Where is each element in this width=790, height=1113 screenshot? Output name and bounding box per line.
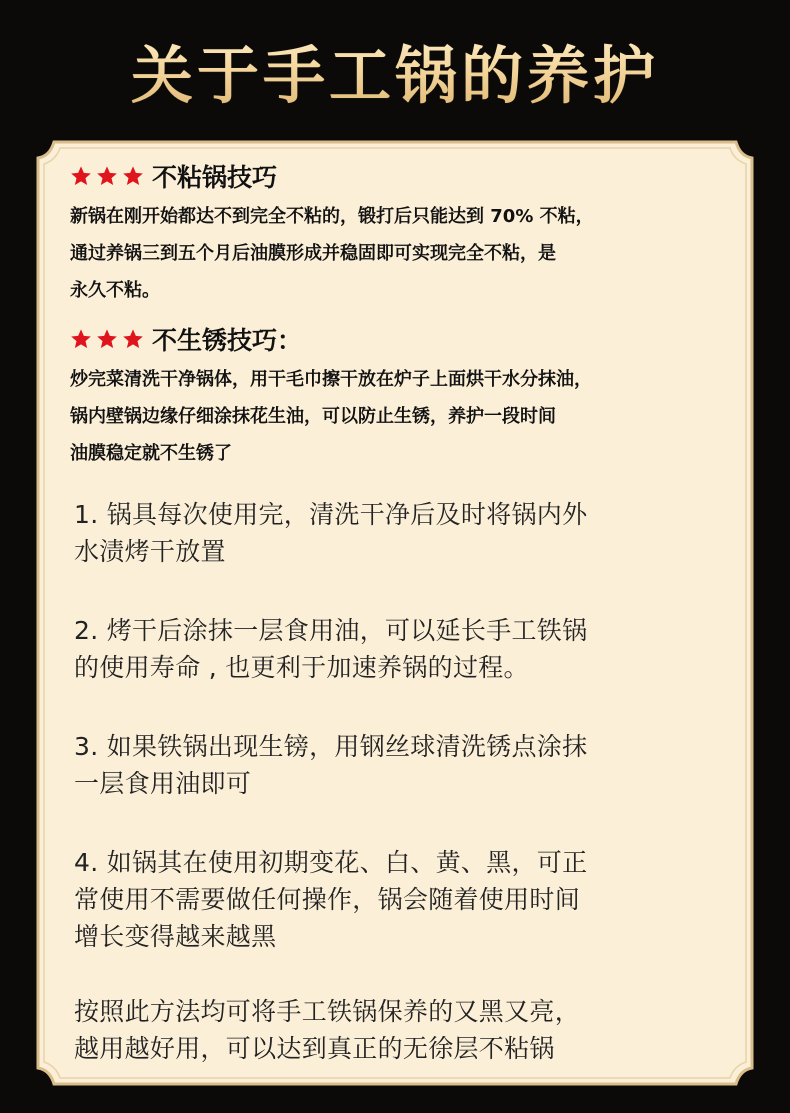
section-heading: 不生锈技巧：	[152, 326, 303, 355]
page-title: 关于手工锅的养护	[131, 26, 659, 115]
tip-item-2: 2. 烤干后涂抹一层食用油，可以延长手工铁锅 的使用寿命 , 也更利于加速养锅的过程。	[74, 616, 588, 682]
content-panel	[32, 136, 758, 1090]
title-banner	[0, 0, 790, 140]
star-icon	[96, 165, 118, 187]
section-heading-row	[70, 154, 750, 198]
star-icon	[122, 328, 144, 350]
rating-stars	[70, 328, 144, 350]
star-icon	[70, 328, 92, 350]
tip-item-3: 3. 如果铁锅出现生镑，用钢丝球清洗锈点涂抹 一层食用油即可	[74, 732, 588, 798]
section-heading: 不粘锅技巧	[152, 163, 278, 192]
section-nonstick	[70, 154, 750, 309]
summary-text: 按照此方法均可将手工铁锅保养的又黑又亮， 越用越好用，可以达到真正的无徐层不粘锅	[74, 997, 581, 1063]
panel-content	[70, 154, 750, 1067]
section-rustproof	[70, 317, 750, 472]
star-icon	[122, 165, 144, 187]
care-tips-list	[74, 496, 750, 955]
star-icon	[96, 328, 118, 350]
section-body: 新锅在刚开始都达不到完全不粘的，锻打后只能达到 70% 不粘， 通过养锅三到五个月后油膜形成并稳固即可实现完全不粘，是 永久不粘。	[70, 206, 594, 301]
section-body: 炒完菜清洗干净锅体，用干毛巾擦干放在炉子上面烘干水分抹油， 锅内壁锅边缘仔细涂抹花生油，可以防止生锈，养护一段时间 油膜稳定就不生锈了	[70, 369, 592, 464]
rating-stars	[70, 165, 144, 187]
tip-item-1: 1. 锅具每次使用完，清洗干净后及时将锅内外 水渍烤干放置	[74, 500, 588, 566]
section-heading-row	[70, 317, 750, 361]
star-icon	[70, 165, 92, 187]
tip-item-4: 4. 如锅其在使用初期变花、白、黄、黑，可正 常使用不需要做任何操作，锅会随着使用时间 增长变得越来越黑	[74, 848, 588, 951]
